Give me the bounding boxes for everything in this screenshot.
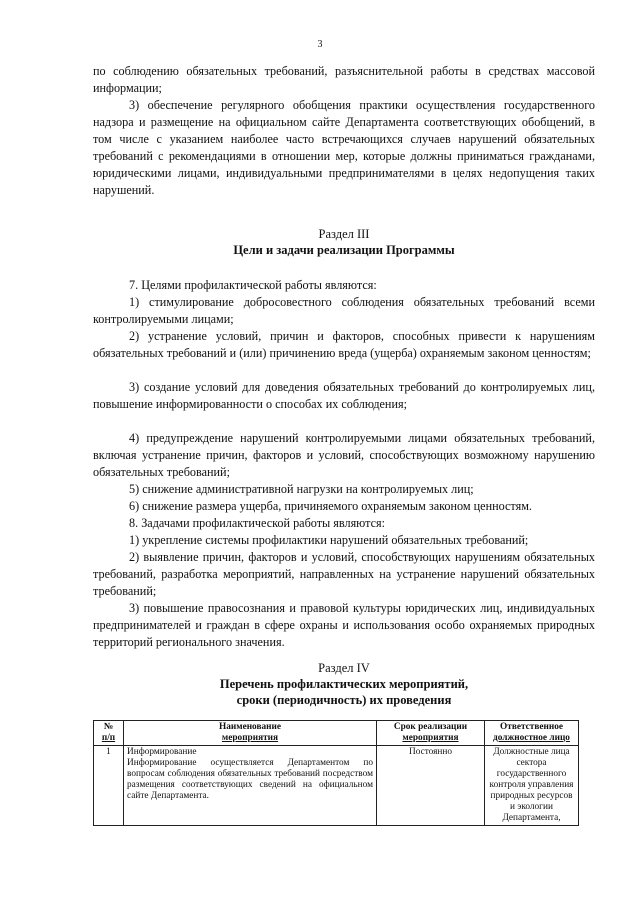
row-num: 1 (94, 746, 124, 826)
header-name-line-1: Наименование (219, 722, 281, 732)
tasks-intro: 8. Задачами профилактической работы являются: (129, 516, 385, 530)
header-resp-line-2: должностное лицо (493, 733, 570, 743)
header-num-line-2: п/п (101, 733, 116, 743)
table-row (94, 746, 579, 826)
row-name-title: Информирование (127, 747, 197, 757)
section-4-heading: Раздел IV (318, 661, 370, 675)
section-3-heading: Раздел III (318, 227, 370, 241)
goal-item: 4) предупреждение нарушений контролируемыми лицами обязательных требований, включая устранение причин, факторов и условий, способствующих возможному нарушению обязательных требований; (93, 431, 595, 479)
header-term-line-1: Срок реализации (393, 722, 468, 732)
section-3-title: Цели и задачи реализации Программы (233, 243, 455, 257)
row-name-text: Информирование осуществляется Департаментом по вопросам соблюдения обязательных требований посредством размещения соответствующих сведений на официальном сайте Департамента. (127, 758, 373, 801)
row-responsible: Должностные лица сектора государственного контроля управления природных ресурсов и экологии Департамента, (485, 746, 579, 826)
page-number: 3 (317, 39, 323, 50)
task-item: 2) выявление причин, факторов и условий, способствующих нарушениям обязательных требований, разработка мероприятий, направленных на устранение нарушений обязательных требований; (93, 550, 595, 598)
section-4-title-line-2: сроки (периодичность) их проведения (236, 693, 452, 707)
header-term (377, 721, 485, 746)
goal-item: 1) стимулирование добросовестного соблюдения обязательных требований всеми контролируемыми лицами; (93, 295, 595, 326)
header-responsible (485, 721, 579, 746)
goal-item: 5) снижение административной нагрузки на контролируемых лиц; (129, 482, 474, 496)
intro-line: по соблюдению обязательных требований, разъяснительной работы в средствах массовой информации; (93, 64, 595, 95)
task-item: 3) повышение правосознания и правовой культуры юридических лиц, индивидуальных предпринимателей и граждан в сфере охраны и использования особо охраняемых природных территорий регионального значения. (93, 601, 595, 649)
header-name-line-2: мероприятия (221, 733, 279, 743)
header-name (124, 721, 377, 746)
row-name (124, 746, 377, 826)
row-term: Постоянно (377, 746, 485, 826)
intro-item-3: 3) обеспечение регулярного обобщения практики осуществления государственного надзора и размещение на официальном сайте Департамента соответствующих обобщений, в том числе с указанием наиболее часто встречающихся случаев нарушений обязательных требований с рекомендациями в отношении мер, которые должны приниматься гражданами, юридическими лицами, индивидуальными предпринимателями в целях недопущения таких нарушений. (93, 98, 595, 197)
header-term-line-2: мероприятия (402, 733, 459, 743)
header-num (94, 721, 124, 746)
header-num-line-1: № (103, 722, 114, 732)
goals-intro: 7. Целями профилактической работы являются: (129, 278, 377, 292)
measures-table (93, 720, 579, 826)
task-item: 1) укрепление системы профилактики нарушений обязательных требований; (129, 533, 529, 547)
goal-item: 2) устранение условий, причин и факторов, способных привести к нарушениям обязательных требований и (или) причинению вреда (ущерба) охраняемым законом ценностям; (93, 329, 595, 360)
header-resp-line-1: Ответственное (500, 722, 563, 732)
table-header-row (94, 721, 579, 746)
section-4-title-line-1: Перечень профилактических мероприятий, (219, 677, 469, 691)
goal-item: 3) создание условий для доведения обязательных требований до контролируемых лиц, повышение информированности о способах их соблюдения; (93, 380, 595, 411)
goal-item: 6) снижение размера ущерба, причиняемого охраняемым законом ценностям. (129, 499, 532, 513)
